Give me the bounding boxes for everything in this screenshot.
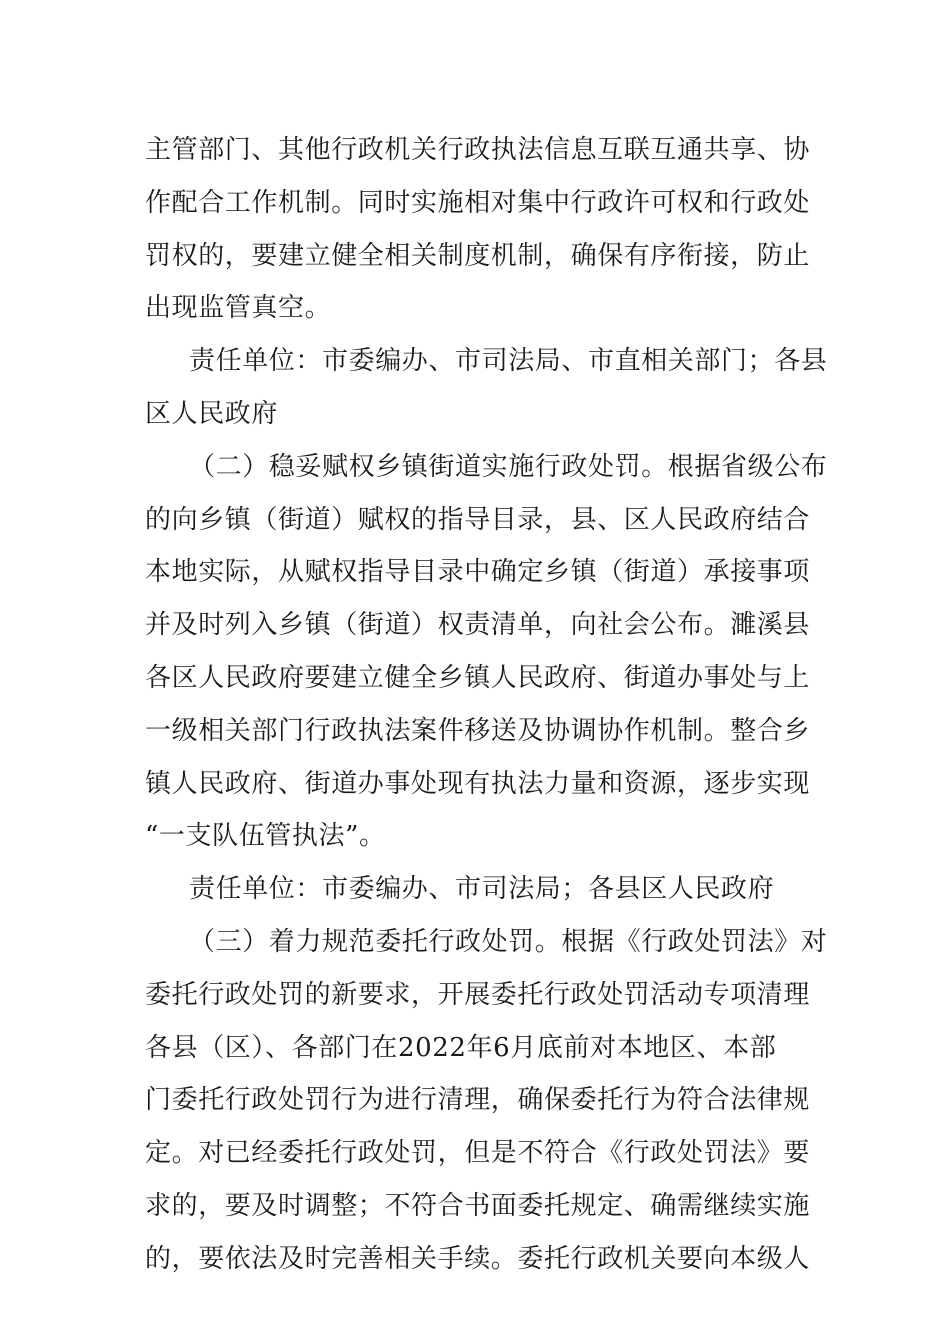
document-body (145, 124, 828, 1286)
text-line: 罚权的，要建立健全相关制度机制，确保有序衔接，防止 (145, 240, 811, 271)
text-line: （三）着力规范委托行政处罚。根据《行政处罚法》对 (189, 926, 828, 957)
paragraph-unified-enforcement (145, 124, 811, 335)
text-line: 作配合工作机制。同时实施相对集中行政许可权和行政处 (145, 187, 811, 218)
text-line: 镇人民政府、街道办事处现有执法力量和资源，逐步实现 (145, 768, 811, 799)
text-line: 定。对已经委托行政处罚，但是不符合《行政处罚法》要 (145, 1138, 811, 1169)
paragraph-responsible-units-2 (145, 863, 807, 916)
paragraph-responsible-units-1 (145, 335, 828, 441)
text-line: 委托行政处罚的新要求，开展委托行政处罚活动专项清理 (145, 979, 811, 1010)
text-line: 主管部门、其他行政机关行政执法信息互联互通共享、协 (145, 135, 811, 165)
text-line: 责任单位：市委编办、市司法局；各县区人民政府 (189, 874, 775, 905)
text-line: 求的，要及时调整；不符合书面委托规定、确需继续实施 (145, 1190, 811, 1221)
text-line: 本地实际，从赋权指导目录中确定乡镇（街道）承接事项 (145, 557, 811, 588)
text-line: 的，要依法及时完善相关手续。委托行政机关要向本级人 (145, 1243, 811, 1274)
text-line: 并及时列入乡镇（街道）权责清单，向社会公布。濉溪县 (145, 610, 811, 641)
text-line: 各县（区）、各部门在2022年6月底前对本地区、本部 (145, 1032, 777, 1063)
text-line: （二）稳妥赋权乡镇街道实施行政处罚。根据省级公布 (189, 451, 828, 482)
text-line: 出现监管真空。 (145, 293, 332, 324)
paragraph-section-three (145, 916, 828, 1286)
text-line: 一级相关部门行政执法案件移送及协调协作机制。整合乡 (145, 715, 811, 746)
text-line: 责任单位：市委编办、市司法局、市直相关部门；各县 (189, 346, 828, 377)
text-line: 门委托行政处罚行为进行清理，确保委托行为符合法律规 (145, 1085, 811, 1116)
text-line: 的向乡镇（街道）赋权的指导目录，县、区人民政府结合 (145, 504, 811, 535)
text-line: 各区人民政府要建立健全乡镇人民政府、街道办事处与上 (145, 662, 811, 693)
text-line: 区人民政府 (145, 398, 279, 429)
paragraph-section-two (145, 441, 828, 863)
text-line: “一支队伍管执法”。 (145, 821, 386, 852)
